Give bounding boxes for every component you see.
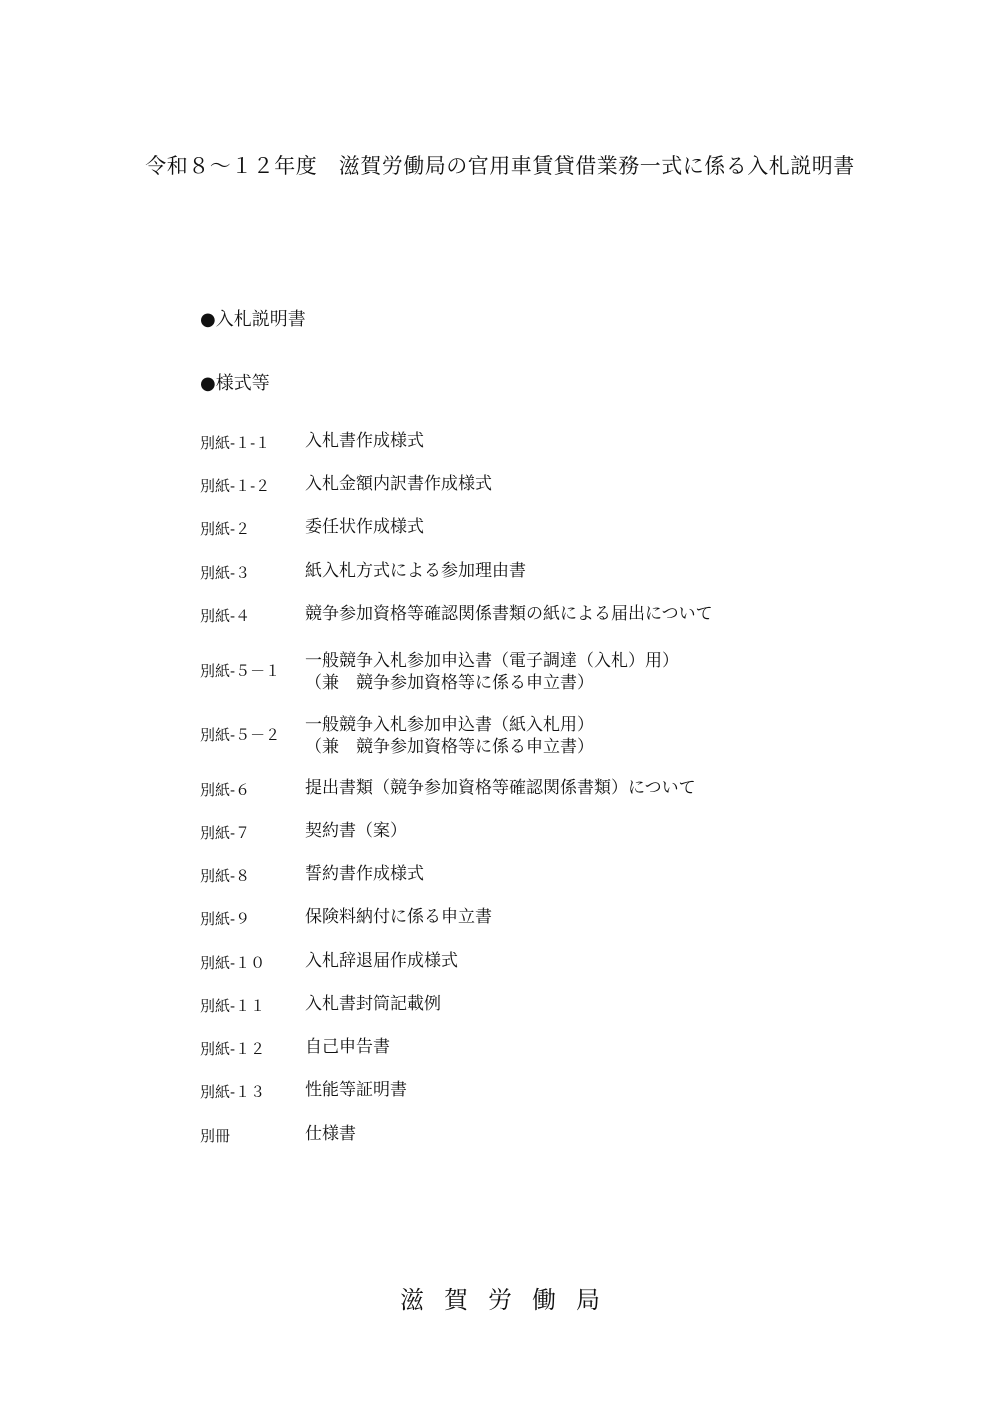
attachment-code: 別紙-７ — [200, 824, 251, 842]
attachment-title: 紙入札方式による参加理由書 — [305, 561, 526, 581]
attachment-code: 別紙-４ — [200, 607, 251, 625]
attachment-code: 別紙-８ — [200, 867, 251, 885]
attachment-title-line-2: （兼 競争参加資格等に係る申立書） — [305, 737, 594, 757]
footer-organization: 滋賀労働局 — [400, 1286, 620, 1314]
attachment-title: 誓約書作成様式 — [305, 864, 424, 884]
attachment-code: 別紙-１-２ — [200, 477, 271, 495]
attachment-code: 別紙-１-１ — [200, 434, 271, 452]
attachment-code: 別紙-１２ — [200, 1040, 266, 1058]
attachment-title-line-2: （兼 競争参加資格等に係る申立書） — [305, 673, 594, 693]
attachment-title: 競争参加資格等確認関係書類の紙による届出について — [305, 604, 713, 624]
attachment-code: 別紙-１３ — [200, 1083, 266, 1101]
section-heading-forms: ●様式等 — [200, 373, 270, 394]
attachment-code: 別紙-３ — [200, 564, 251, 582]
attachment-title: 自己申告書 — [305, 1037, 390, 1057]
attachment-code: 別紙-５－２ — [200, 726, 281, 744]
attachment-title: 契約書（案） — [305, 821, 407, 841]
attachment-code: 別紙-９ — [200, 910, 251, 928]
attachment-code: 別紙-６ — [200, 781, 251, 799]
page-title: 令和８～１２年度 滋賀労働局の官用車賃貸借業務一式に係る入札説明書 — [145, 154, 855, 178]
attachment-title: 性能等証明書 — [305, 1080, 407, 1100]
section-heading-bid-explanation: ●入札説明書 — [200, 309, 306, 330]
attachment-code: 別紙-１１ — [200, 997, 266, 1015]
attachment-code: 別紙-５－１ — [200, 662, 281, 680]
attachment-title: 提出書類（競争参加資格等確認関係書類）について — [305, 778, 696, 798]
attachment-title: 入札辞退届作成様式 — [305, 951, 458, 971]
attachment-title: 仕様書 — [305, 1124, 356, 1144]
attachment-title: 保険料納付に係る申立書 — [305, 907, 492, 927]
attachment-title-line-1: 一般競争入札参加申込書（電子調達（入札）用） — [305, 651, 679, 671]
attachment-code: 別冊 — [200, 1127, 231, 1145]
attachment-title: 入札書作成様式 — [305, 431, 424, 451]
attachment-title: 入札書封筒記載例 — [305, 994, 441, 1014]
attachment-code: 別紙-２ — [200, 520, 251, 538]
attachment-code: 別紙-１０ — [200, 954, 266, 972]
attachment-title: 入札金額内訳書作成様式 — [305, 474, 492, 494]
attachment-title: 委任状作成様式 — [305, 517, 424, 537]
attachment-title-line-1: 一般競争入札参加申込書（紙入札用） — [305, 715, 594, 735]
